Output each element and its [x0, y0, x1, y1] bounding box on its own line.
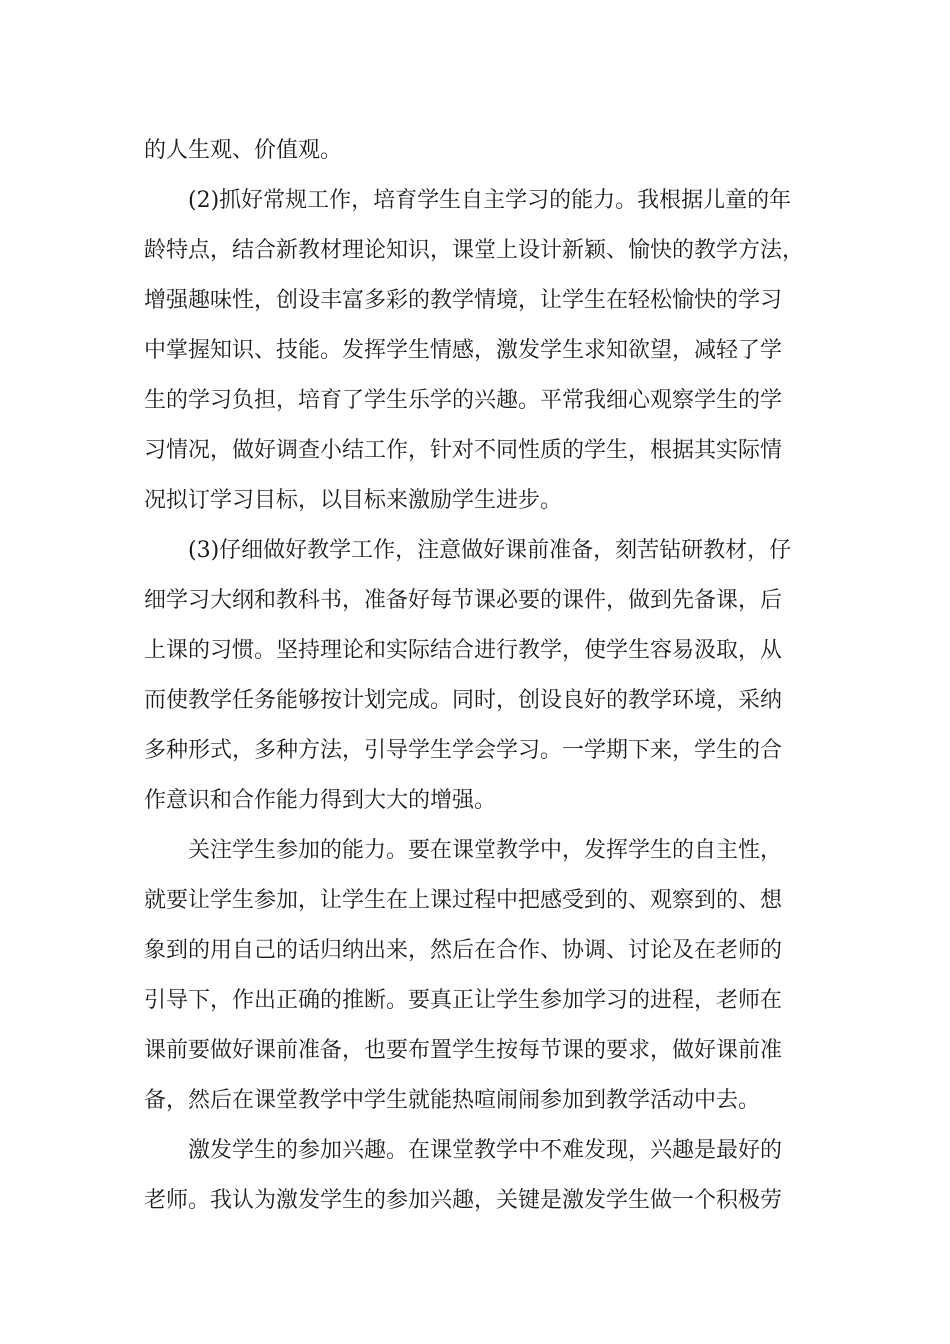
- paragraph-start-line: (2)抓好常规工作，培育学生自主学习的能力。我根据儿童的年: [188, 188, 792, 213]
- text-line: 象到的用自己的话归纳出来，然后在合作、协调、讨论及在老师的: [144, 938, 783, 963]
- text-line: 课前要做好课前准备，也要布置学生按每节课的要求，做好课前准: [144, 1038, 783, 1063]
- text-line: 引导下，作出正确的推断。要真正让学生参加学习的进程，老师在: [144, 988, 783, 1013]
- paragraph-start-line: (3)仔细做好教学工作，注意做好课前准备，刻苦钻研教材，仔: [188, 538, 792, 563]
- text-line: 习情况，做好调查小结工作，针对不同性质的学生，根据其实际情: [144, 438, 783, 463]
- paragraph-start-line: 激发学生的参加兴趣。在课堂教学中不难发现，兴趣是最好的: [188, 1138, 783, 1163]
- text-line: 细学习大纲和教科书，准备好每节课必要的课件，做到先备课，后: [144, 588, 783, 613]
- text-line: 老师。我认为激发学生的参加兴趣，关键是激发学生做一个积极劳: [144, 1188, 783, 1213]
- text-line: 况拟订学习目标，以目标来激励学生进步。: [144, 488, 563, 513]
- text-line: 龄特点，结合新教材理论知识，课堂上设计新颖、愉快的教学方法，: [144, 238, 805, 263]
- text-line: 中掌握知识、技能。发挥学生情感，激发学生求知欲望，减轻了学: [144, 338, 783, 363]
- text-line: 备，然后在课堂教学中学生就能热喧闹闹参加到教学活动中去。: [144, 1088, 761, 1113]
- text-line: 而使教学任务能够按计划完成。同时，创设良好的教学环境，采纳: [144, 688, 783, 713]
- text-line: 多种形式，多种方法，引导学生学会学习。一学期下来，学生的合: [144, 738, 783, 763]
- paragraph-start-line: 关注学生参加的能力。要在课堂教学中，发挥学生的自主性，: [188, 838, 783, 863]
- text-line: 就要让学生参加，让学生在上课过程中把感受到的、观察到的、想: [144, 888, 783, 913]
- text-line: 作意识和合作能力得到大大的增强。: [144, 788, 497, 813]
- text-line: 的人生观、价值观。: [144, 138, 343, 163]
- text-line: 生的学习负担，培育了学生乐学的兴趣。平常我细心观察学生的学: [144, 388, 783, 413]
- text-line: 增强趣味性，创设丰富多彩的教学情境，让学生在轻松愉快的学习: [144, 288, 783, 313]
- text-line: 上课的习惯。坚持理论和实际结合进行教学，使学生容易汲取，从: [144, 638, 783, 663]
